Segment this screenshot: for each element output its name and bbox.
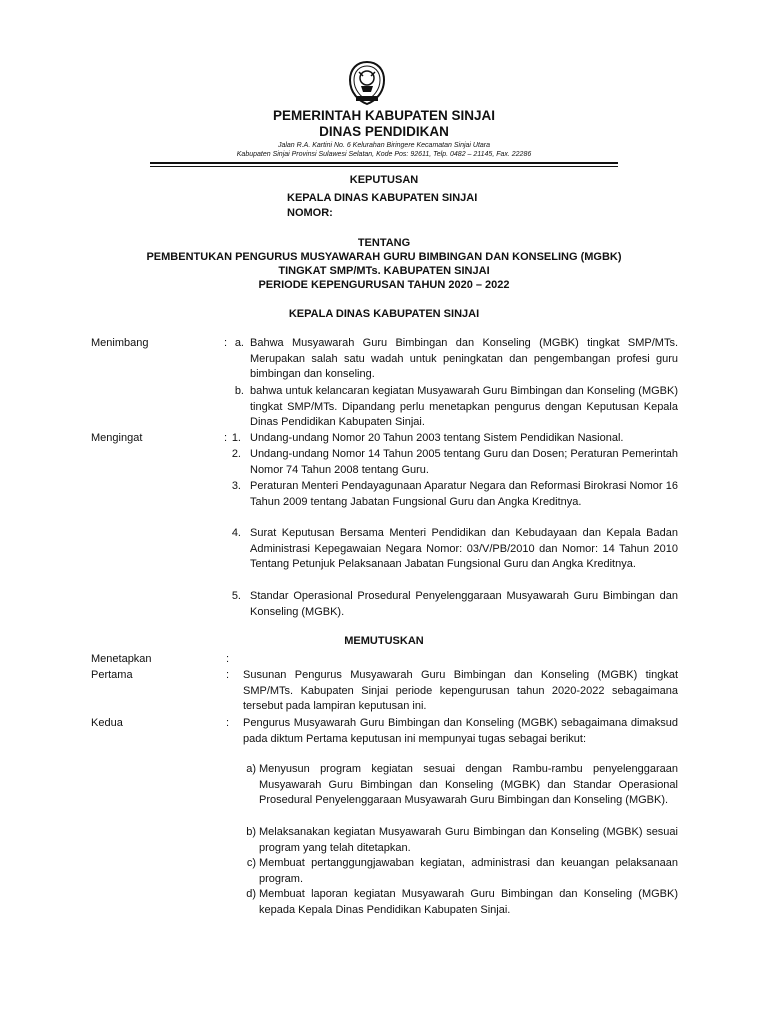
list-marker: b) bbox=[246, 826, 256, 838]
header-divider-thin bbox=[150, 166, 618, 167]
memutuskan-heading: MEMUTUSKAN bbox=[344, 635, 424, 647]
colon: : bbox=[224, 432, 228, 444]
address-line-2: Kabupaten Sinjai Provinsi Sulawesi Selatan, Kode Pos: 92611, Telp. 0482 – 21145, Fax. 22286 bbox=[236, 151, 532, 158]
colon: : bbox=[226, 669, 230, 681]
header-divider bbox=[150, 162, 618, 164]
kedua-item: Menyusun program kegiatan sesuai dengan Rambu-rambu penyelenggaraan Musyawarah Guru Bimbingan dan Konseling (MGBK) dan Standar Operasional Prosedural Penyelenggaraan Musyawarah Guru Bimbingan dan Konseling (MGBK). bbox=[259, 763, 678, 806]
subject-line-3: PERIODE KEPENGURUSAN TAHUN 2020 – 2022 bbox=[258, 279, 510, 291]
decree-number: NOMOR: bbox=[287, 207, 333, 219]
colon: : bbox=[224, 337, 228, 349]
mengingat-item: Surat Keputusan Bersama Menteri Pendidikan dan Kebudayaan dan Kepala Badan Administrasi Kepegawaian Negara Nomor: 03/V/PB/2010 dan Nomor: 14 Tahun 2010 Tentang Petunjuk Pelaksanaan Jabatan Fungsional Guru dan Angka Kreditnya. bbox=[250, 527, 678, 570]
mengingat-label: Mengingat bbox=[91, 432, 143, 444]
kedua-item: Membuat pertanggungjawaban kegiatan, administrasi dan keuangan pelaksanaan program. bbox=[259, 857, 678, 885]
org-name: PEMERINTAH KABUPATEN SINJAI bbox=[272, 108, 495, 123]
department-name: DINAS PENDIDIKAN bbox=[319, 124, 449, 139]
address-line-1: Jalan R.A. Kartini No. 6 Kelurahan Biringere Kecamatan Sinjai Utara bbox=[277, 142, 491, 149]
subject-line-2: TINGKAT SMP/MTs. KABUPATEN SINJAI bbox=[278, 265, 490, 277]
subject-line-1: PEMBENTUKAN PENGURUS MUSYAWARAH GURU BIMBINGAN DAN KONSELING (MGBK) bbox=[146, 251, 622, 263]
regional-emblem-icon bbox=[347, 60, 387, 106]
list-marker: 5. bbox=[231, 590, 241, 602]
kedua-label: Kedua bbox=[91, 717, 123, 729]
colon: : bbox=[226, 653, 230, 665]
menimbang-item: bahwa untuk kelancaran kegiatan Musyawarah Guru Bimbingan dan Konseling (MGBK) tingkat SMP/MTs. Dipandang perlu menetapkan pengurus dengan Keputusan Kepala Dinas Pendidikan Kabupaten Sinjai. bbox=[250, 385, 678, 428]
list-marker: c) bbox=[246, 857, 256, 869]
colon: : bbox=[226, 717, 230, 729]
mengingat-item: Undang-undang Nomor 20 Tahun 2003 tentang Sistem Pendidikan Nasional. bbox=[250, 432, 624, 444]
kedua-text: Pengurus Musyawarah Guru Bimbingan dan Konseling (MGBK) sebagaimana dimaksud pada diktum Pertama keputusan ini mempunyai tugas sebagai berikut: bbox=[243, 717, 678, 745]
list-marker: b. bbox=[234, 385, 244, 397]
list-marker: 1. bbox=[231, 432, 241, 444]
list-marker: 3. bbox=[231, 480, 241, 492]
list-marker: 4. bbox=[231, 527, 241, 539]
decree-title: KEPUTUSAN bbox=[349, 174, 419, 186]
mengingat-item: Peraturan Menteri Pendayagunaan Aparatur Negara dan Reformasi Birokrasi Nomor 16 Tahun 2009 tentang Jabatan Fungsional Guru dan Angka Kreditnya. bbox=[250, 480, 678, 508]
list-marker: 2. bbox=[231, 448, 241, 460]
list-marker: a) bbox=[246, 763, 256, 775]
pertama-text: Susunan Pengurus Musyawarah Guru Bimbingan dan Konseling (MGBK) tingkat SMP/MTs. Kabupaten Sinjai periode kepengurusan tahun 2020-2022 sebagaimana tersebut pada lampiran keputusan ini. bbox=[243, 669, 678, 712]
menetapkan-label: Menetapkan bbox=[91, 653, 152, 665]
mengingat-item: Standar Operasional Prosedural Penyelenggaraan Musyawarah Guru Bimbingan dan Konseling (MGBK). bbox=[250, 590, 678, 618]
mengingat-item: Undang-undang Nomor 14 Tahun 2005 tentang Guru dan Dosen; Peraturan Pemerintah Nomor 74 Tahun 2008 tentang Guru. bbox=[250, 448, 678, 476]
decree-issuer-line: KEPALA DINAS KABUPATEN SINJAI bbox=[287, 192, 478, 204]
menimbang-item: Bahwa Musyawarah Guru Bimbingan dan Konseling (MGBK) tingkat SMP/MTs. Merupakan salah satu wadah untuk peningkatan dan pengembangan profesi guru bimbingan dan konseling. bbox=[250, 337, 678, 380]
pertama-label: Pertama bbox=[91, 669, 133, 681]
list-marker: a. bbox=[234, 337, 244, 349]
issuer-heading: KEPALA DINAS KABUPATEN SINJAI bbox=[288, 308, 480, 320]
menimbang-label: Menimbang bbox=[91, 337, 149, 349]
kedua-item: Melaksanakan kegiatan Musyawarah Guru Bimbingan dan Konseling (MGBK) sesuai program yang telah ditetapkan. bbox=[259, 826, 678, 854]
list-marker: d) bbox=[246, 888, 256, 900]
tentang-heading: TENTANG bbox=[357, 237, 411, 249]
kedua-item: Membuat laporan kegiatan Musyawarah Guru Bimbingan dan Konseling (MGBK) kepada Kepala Dinas Pendidikan Kabupaten Sinjai. bbox=[259, 888, 678, 916]
